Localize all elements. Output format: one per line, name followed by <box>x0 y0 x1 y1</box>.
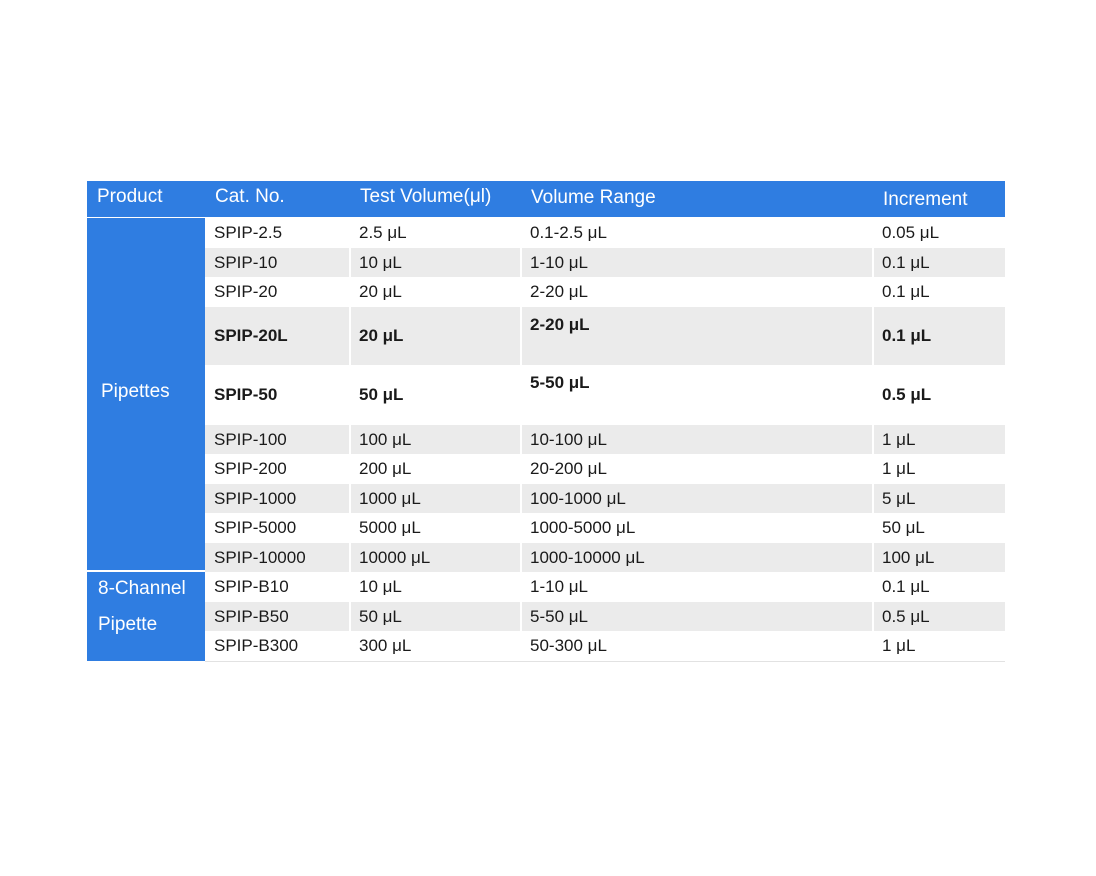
column-divider <box>872 248 874 277</box>
column-divider <box>520 543 522 572</box>
cell-volume-range: 2-20 μL <box>530 282 588 301</box>
column-divider <box>872 365 874 425</box>
column-divider <box>520 484 522 513</box>
header-test-volume <box>350 181 521 217</box>
header-test-volume-label: Test Volume(μl) <box>360 186 492 207</box>
cell-increment: 0.1 μL <box>882 282 930 301</box>
column-divider <box>349 307 351 365</box>
column-divider <box>520 277 522 307</box>
cell-test-volume: 20 μL <box>359 282 402 301</box>
column-divider <box>349 454 351 484</box>
cell-cat-no: SPIP-10000 <box>214 548 306 567</box>
column-divider <box>872 602 874 631</box>
column-divider <box>520 425 522 454</box>
column-divider <box>872 484 874 513</box>
column-divider <box>872 307 874 365</box>
cell-volume-range: 1-10 μL <box>530 577 588 596</box>
cell-cat-no: SPIP-20L <box>214 326 288 345</box>
column-divider <box>349 631 351 661</box>
table-row <box>205 248 1005 277</box>
cell-cat-no: SPIP-10 <box>214 253 278 272</box>
cell-increment: 1 μL <box>882 430 916 449</box>
group-pipettes <box>87 218 205 570</box>
cell-increment: 100 μL <box>882 548 935 567</box>
table-row <box>205 543 1005 572</box>
cell-volume-range: 1000-10000 μL <box>530 548 645 567</box>
table-row <box>205 425 1005 454</box>
cell-test-volume: 10 μL <box>359 577 402 596</box>
cell-increment: 0.5 μL <box>882 607 930 626</box>
column-divider <box>872 454 874 484</box>
cell-volume-range: 2-20 μL <box>530 315 590 334</box>
cell-cat-no: SPIP-2.5 <box>214 223 283 242</box>
cell-cat-no: SPIP-200 <box>214 459 287 478</box>
column-divider <box>872 218 874 248</box>
column-divider <box>349 513 351 543</box>
table-row <box>205 602 1005 631</box>
header-product-label: Product <box>97 186 163 207</box>
table-bottom-border <box>205 661 1005 662</box>
cell-cat-no: SPIP-B50 <box>214 607 289 626</box>
cell-increment: 50 μL <box>882 518 925 537</box>
column-divider <box>872 425 874 454</box>
cell-cat-no: SPIP-1000 <box>214 489 297 508</box>
cell-cat-no: SPIP-B10 <box>214 577 289 596</box>
column-divider <box>520 365 522 425</box>
cell-test-volume: 200 μL <box>359 459 412 478</box>
column-divider <box>872 572 874 602</box>
cell-cat-no: SPIP-50 <box>214 385 278 404</box>
column-divider <box>520 631 522 661</box>
column-divider <box>349 572 351 602</box>
table-row <box>205 513 1005 543</box>
cell-volume-range: 100-1000 μL <box>530 489 626 508</box>
table-row <box>205 631 1005 661</box>
cell-increment: 0.1 μL <box>882 253 930 272</box>
header-volume-range-label: Volume Range <box>531 187 656 208</box>
column-divider <box>349 248 351 277</box>
column-divider <box>520 454 522 484</box>
cell-increment: 1 μL <box>882 459 916 478</box>
header-increment <box>873 181 1005 217</box>
cell-volume-range: 0.1-2.5 μL <box>530 223 607 242</box>
column-divider <box>872 631 874 661</box>
group-8-channel-pipette <box>87 572 205 661</box>
table-row <box>205 365 1005 425</box>
table-row <box>205 307 1005 365</box>
group-pipettes-label: Pipettes <box>101 381 170 402</box>
table-row <box>205 572 1005 602</box>
header-cat-no-label: Cat. No. <box>215 186 285 207</box>
cell-increment: 0.5 μL <box>882 385 932 404</box>
table-row <box>205 277 1005 307</box>
cell-test-volume: 5000 μL <box>359 518 421 537</box>
column-divider <box>349 543 351 572</box>
header-cat-no <box>205 181 350 217</box>
column-divider <box>520 602 522 631</box>
cell-volume-range: 10-100 μL <box>530 430 607 449</box>
cell-volume-range: 5-50 μL <box>530 373 590 392</box>
column-divider <box>349 277 351 307</box>
column-divider <box>349 365 351 425</box>
cell-test-volume: 100 μL <box>359 430 412 449</box>
cell-test-volume: 1000 μL <box>359 489 421 508</box>
column-divider <box>520 513 522 543</box>
header-volume-range <box>521 181 873 217</box>
cell-test-volume: 10 μL <box>359 253 402 272</box>
group-8-channel-label-line2: Pipette <box>98 614 158 635</box>
cell-volume-range: 20-200 μL <box>530 459 607 478</box>
cell-test-volume: 10000 μL <box>359 548 431 567</box>
column-divider <box>872 513 874 543</box>
cell-cat-no: SPIP-20 <box>214 282 278 301</box>
cell-increment: 0.1 μL <box>882 577 930 596</box>
cell-cat-no: SPIP-B300 <box>214 636 299 655</box>
cell-test-volume: 50 μL <box>359 607 402 626</box>
table-row <box>205 454 1005 484</box>
cell-cat-no: SPIP-100 <box>214 430 287 449</box>
header-product <box>87 181 205 217</box>
column-divider <box>349 218 351 248</box>
cell-volume-range: 50-300 μL <box>530 636 607 655</box>
cell-increment: 0.05 μL <box>882 223 940 242</box>
cell-volume-range: 1-10 μL <box>530 253 588 272</box>
header-increment-label: Increment <box>883 189 968 210</box>
column-divider <box>520 572 522 602</box>
column-divider <box>520 307 522 365</box>
cell-test-volume: 50 μL <box>359 385 404 404</box>
column-divider <box>872 277 874 307</box>
column-divider <box>349 425 351 454</box>
cell-test-volume: 2.5 μL <box>359 223 407 242</box>
table-row <box>205 484 1005 513</box>
cell-test-volume: 20 μL <box>359 326 404 345</box>
cell-test-volume: 300 μL <box>359 636 412 655</box>
cell-volume-range: 5-50 μL <box>530 607 588 626</box>
table-row <box>205 218 1005 248</box>
column-divider <box>349 484 351 513</box>
column-divider <box>349 602 351 631</box>
column-divider <box>872 543 874 572</box>
column-divider <box>520 248 522 277</box>
cell-volume-range: 1000-5000 μL <box>530 518 636 537</box>
column-divider <box>520 218 522 248</box>
cell-increment: 1 μL <box>882 636 916 655</box>
cell-cat-no: SPIP-5000 <box>214 518 297 537</box>
cell-increment: 5 μL <box>882 489 916 508</box>
cell-increment: 0.1 μL <box>882 326 932 345</box>
group-8-channel-label-line1: 8-Channel <box>98 578 186 599</box>
